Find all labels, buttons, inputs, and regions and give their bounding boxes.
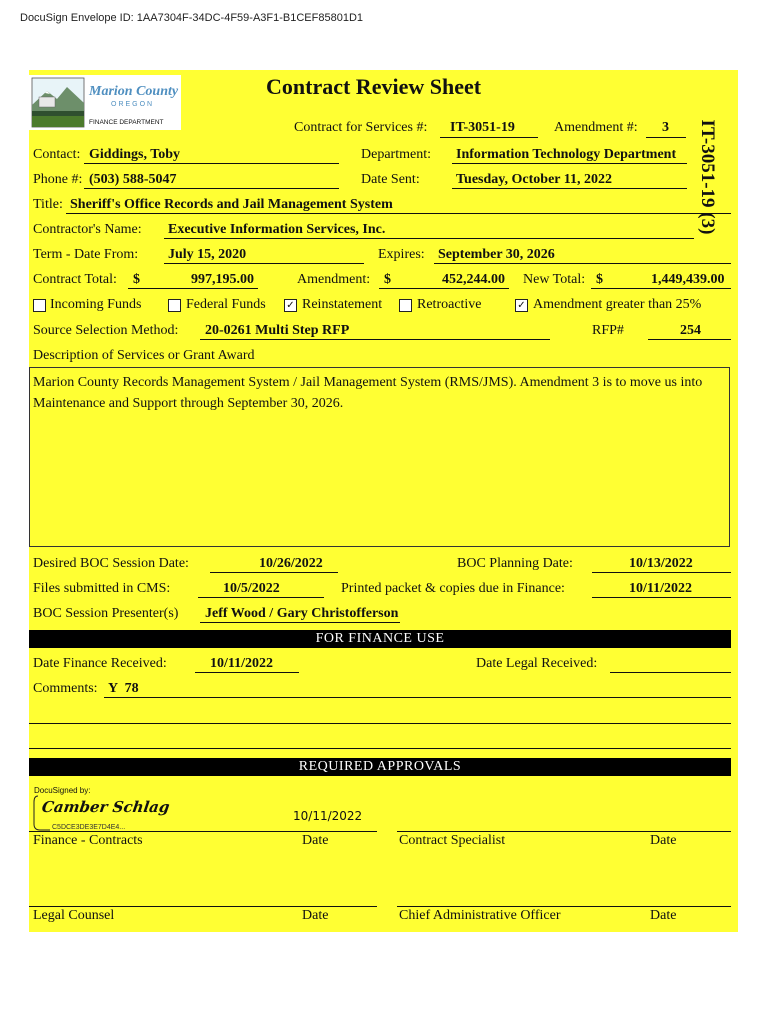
date-finance-received-label: Date Finance Received: bbox=[33, 656, 167, 671]
files-cms-label: Files submitted in CMS: bbox=[33, 581, 171, 596]
cao-label: Chief Administrative Officer bbox=[399, 908, 561, 923]
printed-packet-label: Printed packet & copies due in Finance: bbox=[341, 581, 565, 596]
amendment-amount-value: 452,244.00 bbox=[442, 272, 505, 287]
new-total-value: 1,449,439.00 bbox=[651, 272, 725, 287]
finance-contracts-date-label: Date bbox=[302, 833, 329, 848]
contact-label: Contact: bbox=[33, 147, 81, 162]
description-label: Description of Services or Grant Award bbox=[33, 348, 255, 363]
page-title: Contract Review Sheet bbox=[266, 74, 482, 99]
signature-date: 10/11/2022 bbox=[293, 809, 363, 823]
rfp-value: 254 bbox=[680, 323, 701, 338]
federal-funds-label: Federal Funds bbox=[186, 297, 266, 312]
phone-value: (503) 588-5047 bbox=[89, 172, 177, 187]
retroactive-checkbox[interactable] bbox=[399, 299, 412, 312]
source-selection-label: Source Selection Method: bbox=[33, 323, 179, 338]
phone-label: Phone #: bbox=[33, 172, 83, 187]
term-label: Term - Date From: bbox=[33, 247, 139, 262]
cao-date-label: Date bbox=[650, 908, 677, 923]
incoming-funds-checkbox[interactable] bbox=[33, 299, 46, 312]
amendment-amount-dollar: $ bbox=[384, 272, 391, 287]
contract-specialist-date-label: Date bbox=[650, 833, 677, 848]
contact-value: Giddings, Toby bbox=[89, 147, 181, 162]
desired-boc-value: 10/26/2022 bbox=[259, 556, 323, 571]
amendment-number-value: 3 bbox=[662, 120, 669, 135]
contract-for-services-value: IT-3051-19 bbox=[450, 120, 515, 135]
logo-state: OREGON bbox=[111, 101, 155, 108]
description-text: Marion County Records Management System / Jail Management System (RMS/JMS). Amendment 3 is to move us into Maintenance and Support through September 30, 2026. bbox=[33, 375, 703, 411]
logo-dept: FINANCE DEPARTMENT bbox=[89, 119, 164, 126]
department-value: Information Technology Department bbox=[456, 147, 677, 162]
desired-boc-label: Desired BOC Session Date: bbox=[33, 556, 189, 571]
rfp-label: RFP# bbox=[592, 323, 624, 338]
signature-id: C5DCE3DE3E7D4E4... bbox=[52, 824, 126, 831]
date-sent-value: Tuesday, October 11, 2022 bbox=[456, 172, 612, 187]
logo-org-name: Marion County bbox=[89, 84, 179, 99]
amendment-number-label: Amendment #: bbox=[554, 120, 638, 135]
department-label: Department: bbox=[361, 147, 431, 162]
boc-planning-label: BOC Planning Date: bbox=[457, 556, 573, 571]
new-total-label: New Total: bbox=[523, 272, 586, 287]
federal-funds-checkbox[interactable] bbox=[168, 299, 181, 312]
legal-counsel-date-label: Date bbox=[302, 908, 329, 923]
date-finance-received-value: 10/11/2022 bbox=[210, 656, 274, 671]
contractor-label: Contractor's Name: bbox=[33, 222, 142, 237]
contract-specialist-label: Contract Specialist bbox=[399, 833, 506, 848]
expires-value: September 30, 2026 bbox=[438, 247, 555, 262]
finance-contracts-label: Finance - Contracts bbox=[33, 833, 143, 848]
envelope-id: DocuSign Envelope ID: 1AA7304F-34DC-4F59-A3F1-B1CEF85801D1 bbox=[20, 12, 364, 24]
contract-for-services-label: Contract for Services #: bbox=[294, 120, 428, 135]
signature-camber-schlag: Camber Schlag bbox=[40, 798, 171, 816]
date-sent-label: Date Sent: bbox=[361, 172, 420, 187]
date-legal-received-label: Date Legal Received: bbox=[476, 656, 598, 671]
files-cms-value: 10/5/2022 bbox=[223, 581, 280, 596]
amendment-over-25-label: Amendment greater than 25% bbox=[533, 297, 702, 312]
contract-total-value: 997,195.00 bbox=[191, 272, 254, 287]
amendment-over-25-checkbox[interactable]: ✓ bbox=[515, 299, 528, 312]
title-label: Title: bbox=[33, 197, 63, 212]
legal-counsel-label: Legal Counsel bbox=[33, 908, 115, 923]
boc-planning-value: 10/13/2022 bbox=[629, 556, 693, 571]
contractor-value: Executive Information Services, Inc. bbox=[168, 222, 386, 237]
expires-label: Expires: bbox=[378, 247, 425, 262]
term-value: July 15, 2020 bbox=[168, 247, 247, 262]
docusigned-by-label: DocuSigned by: bbox=[34, 786, 91, 795]
new-total-dollar: $ bbox=[596, 272, 603, 287]
contract-total-dollar: $ bbox=[133, 272, 140, 287]
source-selection-value: 20-0261 Multi Step RFP bbox=[205, 323, 350, 338]
presenter-label: BOC Session Presenter(s) bbox=[33, 606, 179, 621]
reinstatement-label: Reinstatement bbox=[302, 297, 383, 312]
vertical-contract-id: IT-3051-19 (3) bbox=[697, 119, 718, 235]
finance-use-bar: FOR FINANCE USE bbox=[29, 630, 731, 648]
title-value: Sheriff's Office Records and Jail Management System bbox=[70, 197, 393, 212]
reinstatement-checkbox[interactable]: ✓ bbox=[284, 299, 297, 312]
description-box bbox=[29, 367, 730, 547]
marion-county-logo bbox=[29, 75, 181, 130]
contract-total-label: Contract Total: bbox=[33, 272, 117, 287]
comments-value: Y 78 bbox=[108, 681, 139, 696]
retroactive-label: Retroactive bbox=[417, 297, 482, 312]
printed-packet-value: 10/11/2022 bbox=[629, 581, 693, 596]
comments-label: Comments: bbox=[33, 681, 98, 696]
incoming-funds-label: Incoming Funds bbox=[50, 297, 142, 312]
amendment-amount-label: Amendment: bbox=[297, 272, 371, 287]
required-approvals-bar: REQUIRED APPROVALS bbox=[29, 758, 731, 776]
presenter-value: Jeff Wood / Gary Christofferson bbox=[205, 606, 399, 621]
